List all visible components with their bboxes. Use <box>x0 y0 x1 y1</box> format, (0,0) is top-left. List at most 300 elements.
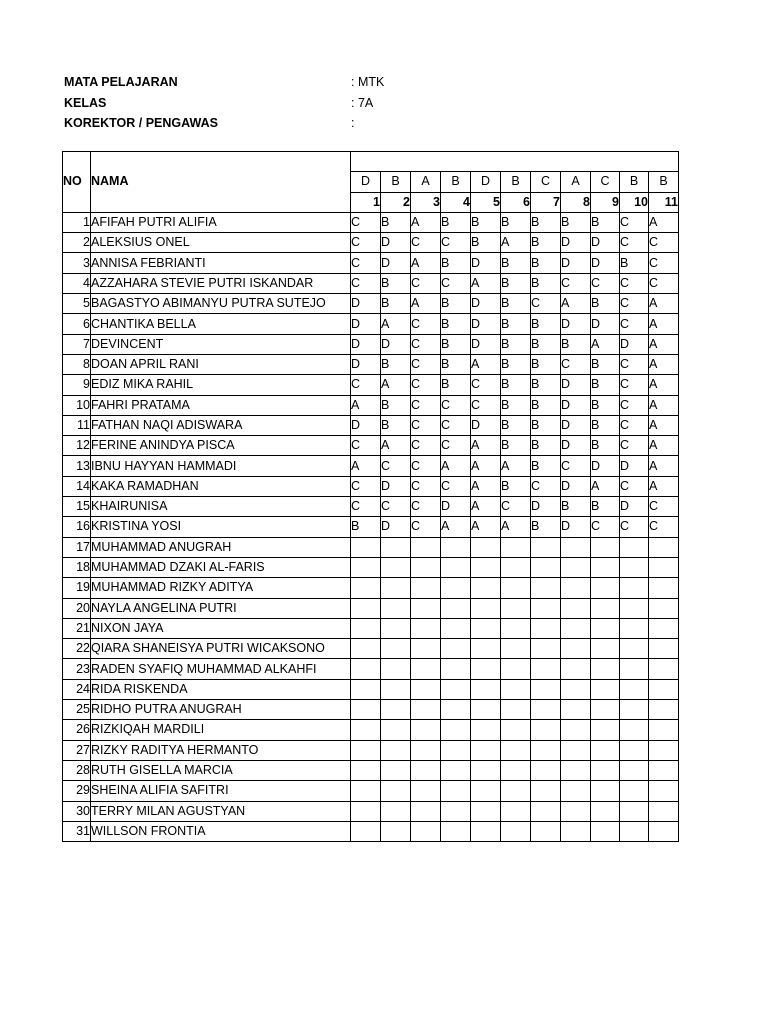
answer-cell[interactable] <box>561 700 591 720</box>
answer-cell[interactable]: D <box>591 233 620 253</box>
answer-cell[interactable]: B <box>531 314 561 334</box>
answer-cell[interactable]: B <box>620 253 649 273</box>
answer-cell[interactable] <box>531 801 561 821</box>
answer-cell[interactable]: A <box>649 334 679 354</box>
answer-cell[interactable]: D <box>620 334 649 354</box>
answer-cell[interactable]: C <box>411 497 441 517</box>
answer-cell[interactable] <box>531 679 561 699</box>
answer-cell[interactable] <box>561 720 591 740</box>
answer-cell[interactable]: C <box>381 456 411 476</box>
answer-cell[interactable]: D <box>441 497 471 517</box>
answer-cell[interactable] <box>591 557 620 577</box>
answer-cell[interactable]: A <box>649 212 679 232</box>
answer-cell[interactable] <box>411 760 441 780</box>
answer-cell[interactable] <box>649 578 679 598</box>
answer-cell[interactable]: B <box>501 314 531 334</box>
answer-cell[interactable]: C <box>411 273 441 293</box>
answer-cell[interactable] <box>381 659 411 679</box>
answer-cell[interactable] <box>591 821 620 841</box>
answer-cell[interactable] <box>531 700 561 720</box>
answer-cell[interactable]: A <box>471 354 501 374</box>
answer-cell[interactable]: C <box>351 233 381 253</box>
answer-cell[interactable] <box>591 537 620 557</box>
answer-cell[interactable] <box>649 659 679 679</box>
answer-cell[interactable] <box>351 618 381 638</box>
answer-cell[interactable]: C <box>351 212 381 232</box>
answer-cell[interactable]: C <box>441 395 471 415</box>
answer-cell[interactable] <box>620 760 649 780</box>
answer-cell[interactable] <box>351 659 381 679</box>
answer-cell[interactable] <box>471 720 501 740</box>
answer-cell[interactable] <box>441 801 471 821</box>
answer-cell[interactable] <box>381 537 411 557</box>
answer-cell[interactable] <box>561 801 591 821</box>
answer-cell[interactable] <box>531 659 561 679</box>
answer-cell[interactable] <box>411 700 441 720</box>
answer-cell[interactable]: D <box>561 436 591 456</box>
answer-cell[interactable] <box>471 679 501 699</box>
answer-cell[interactable] <box>620 537 649 557</box>
answer-cell[interactable] <box>351 537 381 557</box>
answer-cell[interactable] <box>561 781 591 801</box>
answer-cell[interactable]: D <box>561 314 591 334</box>
answer-cell[interactable]: B <box>381 212 411 232</box>
answer-cell[interactable] <box>591 720 620 740</box>
answer-cell[interactable] <box>501 578 531 598</box>
answer-cell[interactable] <box>411 598 441 618</box>
answer-cell[interactable]: D <box>381 517 411 537</box>
answer-cell[interactable] <box>620 740 649 760</box>
answer-cell[interactable]: C <box>620 436 649 456</box>
answer-cell[interactable] <box>531 557 561 577</box>
answer-cell[interactable] <box>620 801 649 821</box>
answer-cell[interactable]: C <box>561 354 591 374</box>
answer-cell[interactable]: C <box>411 476 441 496</box>
answer-cell[interactable]: C <box>441 436 471 456</box>
answer-cell[interactable] <box>649 740 679 760</box>
answer-cell[interactable]: D <box>561 233 591 253</box>
answer-cell[interactable] <box>381 598 411 618</box>
answer-cell[interactable]: B <box>441 314 471 334</box>
answer-cell[interactable]: B <box>591 294 620 314</box>
answer-cell[interactable]: D <box>351 314 381 334</box>
answer-cell[interactable]: B <box>501 476 531 496</box>
answer-cell[interactable]: B <box>501 436 531 456</box>
answer-cell[interactable] <box>441 557 471 577</box>
answer-cell[interactable] <box>351 720 381 740</box>
answer-cell[interactable]: C <box>620 233 649 253</box>
answer-cell[interactable] <box>381 760 411 780</box>
answer-cell[interactable] <box>561 537 591 557</box>
answer-cell[interactable]: B <box>381 415 411 435</box>
answer-cell[interactable] <box>649 700 679 720</box>
answer-cell[interactable] <box>411 720 441 740</box>
answer-cell[interactable] <box>441 659 471 679</box>
answer-cell[interactable]: D <box>561 253 591 273</box>
answer-cell[interactable] <box>591 598 620 618</box>
answer-cell[interactable] <box>591 639 620 659</box>
answer-cell[interactable]: A <box>351 456 381 476</box>
answer-cell[interactable]: B <box>531 233 561 253</box>
answer-cell[interactable]: B <box>591 497 620 517</box>
answer-cell[interactable]: B <box>531 456 561 476</box>
answer-cell[interactable]: C <box>411 354 441 374</box>
answer-cell[interactable]: C <box>411 314 441 334</box>
answer-cell[interactable] <box>620 639 649 659</box>
answer-cell[interactable] <box>381 781 411 801</box>
answer-cell[interactable]: A <box>501 233 531 253</box>
answer-cell[interactable] <box>591 679 620 699</box>
answer-cell[interactable]: A <box>441 456 471 476</box>
answer-cell[interactable] <box>620 720 649 740</box>
answer-cell[interactable] <box>591 760 620 780</box>
answer-cell[interactable] <box>381 720 411 740</box>
answer-cell[interactable] <box>531 760 561 780</box>
answer-cell[interactable]: C <box>441 415 471 435</box>
answer-cell[interactable] <box>441 740 471 760</box>
answer-cell[interactable]: A <box>561 294 591 314</box>
answer-cell[interactable] <box>471 639 501 659</box>
answer-cell[interactable]: C <box>411 375 441 395</box>
answer-cell[interactable] <box>649 760 679 780</box>
answer-cell[interactable] <box>441 679 471 699</box>
answer-cell[interactable]: B <box>501 253 531 273</box>
answer-cell[interactable] <box>531 618 561 638</box>
answer-cell[interactable]: C <box>620 395 649 415</box>
answer-cell[interactable] <box>561 679 591 699</box>
answer-cell[interactable] <box>591 740 620 760</box>
answer-cell[interactable]: A <box>649 314 679 334</box>
answer-cell[interactable]: B <box>531 212 561 232</box>
answer-cell[interactable] <box>561 557 591 577</box>
answer-cell[interactable] <box>561 578 591 598</box>
answer-cell[interactable] <box>471 618 501 638</box>
answer-cell[interactable]: C <box>411 395 441 415</box>
answer-cell[interactable] <box>381 618 411 638</box>
answer-cell[interactable]: A <box>501 456 531 476</box>
answer-cell[interactable] <box>351 639 381 659</box>
answer-cell[interactable]: A <box>471 273 501 293</box>
answer-cell[interactable]: D <box>381 334 411 354</box>
answer-cell[interactable]: A <box>591 334 620 354</box>
answer-cell[interactable]: C <box>441 476 471 496</box>
answer-cell[interactable]: B <box>351 517 381 537</box>
answer-cell[interactable]: B <box>531 415 561 435</box>
answer-cell[interactable] <box>441 700 471 720</box>
answer-cell[interactable]: C <box>649 233 679 253</box>
answer-cell[interactable] <box>381 679 411 699</box>
answer-cell[interactable] <box>561 598 591 618</box>
answer-cell[interactable]: C <box>620 375 649 395</box>
answer-cell[interactable] <box>501 781 531 801</box>
answer-cell[interactable] <box>620 578 649 598</box>
answer-cell[interactable]: D <box>471 314 501 334</box>
answer-cell[interactable] <box>531 598 561 618</box>
answer-cell[interactable] <box>471 821 501 841</box>
answer-cell[interactable] <box>649 781 679 801</box>
answer-cell[interactable]: C <box>441 273 471 293</box>
answer-cell[interactable]: C <box>591 273 620 293</box>
answer-cell[interactable]: A <box>351 395 381 415</box>
answer-cell[interactable] <box>620 659 649 679</box>
answer-cell[interactable]: A <box>381 314 411 334</box>
answer-cell[interactable]: D <box>471 415 501 435</box>
answer-cell[interactable] <box>649 801 679 821</box>
answer-cell[interactable]: A <box>471 456 501 476</box>
answer-cell[interactable] <box>381 578 411 598</box>
answer-cell[interactable]: D <box>381 253 411 273</box>
answer-cell[interactable]: C <box>351 375 381 395</box>
answer-cell[interactable]: B <box>501 212 531 232</box>
answer-cell[interactable] <box>351 679 381 699</box>
answer-cell[interactable]: C <box>381 497 411 517</box>
answer-cell[interactable] <box>561 821 591 841</box>
answer-cell[interactable]: B <box>471 233 501 253</box>
answer-cell[interactable] <box>351 700 381 720</box>
answer-cell[interactable]: D <box>561 476 591 496</box>
answer-cell[interactable] <box>441 618 471 638</box>
answer-cell[interactable] <box>441 537 471 557</box>
answer-cell[interactable]: B <box>501 395 531 415</box>
answer-cell[interactable] <box>620 679 649 699</box>
answer-cell[interactable]: D <box>381 476 411 496</box>
answer-cell[interactable] <box>591 700 620 720</box>
answer-cell[interactable]: B <box>591 395 620 415</box>
answer-cell[interactable]: A <box>649 395 679 415</box>
answer-cell[interactable] <box>531 740 561 760</box>
answer-cell[interactable]: A <box>471 497 501 517</box>
answer-cell[interactable]: B <box>441 212 471 232</box>
answer-cell[interactable] <box>441 781 471 801</box>
answer-cell[interactable]: C <box>471 395 501 415</box>
answer-cell[interactable] <box>411 557 441 577</box>
answer-cell[interactable]: B <box>441 294 471 314</box>
answer-cell[interactable] <box>501 557 531 577</box>
answer-cell[interactable] <box>351 578 381 598</box>
answer-cell[interactable]: C <box>441 233 471 253</box>
answer-cell[interactable] <box>351 821 381 841</box>
answer-cell[interactable]: B <box>501 415 531 435</box>
answer-cell[interactable]: D <box>591 253 620 273</box>
answer-cell[interactable] <box>561 618 591 638</box>
answer-cell[interactable]: A <box>411 212 441 232</box>
answer-cell[interactable] <box>591 578 620 598</box>
answer-cell[interactable]: C <box>620 476 649 496</box>
answer-cell[interactable]: A <box>441 517 471 537</box>
answer-cell[interactable]: B <box>561 212 591 232</box>
answer-cell[interactable] <box>591 801 620 821</box>
answer-cell[interactable]: B <box>381 395 411 415</box>
answer-cell[interactable] <box>441 720 471 740</box>
answer-cell[interactable]: C <box>351 476 381 496</box>
answer-cell[interactable] <box>381 639 411 659</box>
answer-cell[interactable]: D <box>531 497 561 517</box>
answer-cell[interactable] <box>501 679 531 699</box>
answer-cell[interactable]: C <box>561 273 591 293</box>
answer-cell[interactable] <box>620 821 649 841</box>
answer-cell[interactable] <box>411 659 441 679</box>
answer-cell[interactable] <box>561 760 591 780</box>
answer-cell[interactable] <box>620 557 649 577</box>
answer-cell[interactable]: B <box>591 415 620 435</box>
answer-cell[interactable]: C <box>620 212 649 232</box>
answer-cell[interactable]: C <box>649 273 679 293</box>
answer-cell[interactable]: A <box>381 436 411 456</box>
answer-cell[interactable] <box>411 679 441 699</box>
answer-cell[interactable]: C <box>620 294 649 314</box>
answer-cell[interactable]: D <box>471 334 501 354</box>
answer-cell[interactable] <box>441 821 471 841</box>
answer-cell[interactable] <box>351 781 381 801</box>
answer-cell[interactable] <box>441 639 471 659</box>
answer-cell[interactable] <box>441 760 471 780</box>
answer-cell[interactable]: B <box>441 334 471 354</box>
answer-cell[interactable] <box>620 598 649 618</box>
answer-cell[interactable] <box>471 557 501 577</box>
answer-cell[interactable] <box>351 740 381 760</box>
answer-cell[interactable] <box>561 639 591 659</box>
answer-cell[interactable]: B <box>561 497 591 517</box>
answer-cell[interactable] <box>649 720 679 740</box>
answer-cell[interactable]: C <box>351 497 381 517</box>
answer-cell[interactable]: B <box>501 354 531 374</box>
answer-cell[interactable]: B <box>531 395 561 415</box>
answer-cell[interactable] <box>501 801 531 821</box>
answer-cell[interactable]: B <box>441 354 471 374</box>
answer-cell[interactable]: A <box>381 375 411 395</box>
answer-cell[interactable]: B <box>501 375 531 395</box>
answer-cell[interactable] <box>411 821 441 841</box>
answer-cell[interactable] <box>531 578 561 598</box>
answer-cell[interactable]: C <box>471 375 501 395</box>
answer-cell[interactable] <box>501 700 531 720</box>
answer-cell[interactable] <box>531 537 561 557</box>
answer-cell[interactable]: C <box>411 456 441 476</box>
answer-cell[interactable] <box>531 821 561 841</box>
answer-cell[interactable] <box>531 781 561 801</box>
answer-cell[interactable] <box>381 801 411 821</box>
answer-cell[interactable]: A <box>649 415 679 435</box>
answer-cell[interactable] <box>351 801 381 821</box>
answer-cell[interactable]: B <box>561 334 591 354</box>
answer-cell[interactable]: B <box>501 273 531 293</box>
answer-cell[interactable] <box>501 618 531 638</box>
answer-cell[interactable] <box>531 639 561 659</box>
answer-cell[interactable]: D <box>351 415 381 435</box>
answer-cell[interactable] <box>531 720 561 740</box>
answer-cell[interactable] <box>381 700 411 720</box>
answer-cell[interactable]: B <box>531 253 561 273</box>
answer-cell[interactable] <box>351 760 381 780</box>
answer-cell[interactable] <box>411 537 441 557</box>
answer-cell[interactable]: C <box>411 334 441 354</box>
answer-cell[interactable]: B <box>531 436 561 456</box>
answer-cell[interactable]: C <box>411 436 441 456</box>
answer-cell[interactable]: D <box>561 415 591 435</box>
answer-cell[interactable] <box>471 801 501 821</box>
answer-cell[interactable] <box>441 578 471 598</box>
answer-cell[interactable]: A <box>649 294 679 314</box>
answer-cell[interactable]: B <box>531 334 561 354</box>
answer-cell[interactable] <box>649 639 679 659</box>
answer-cell[interactable]: D <box>471 294 501 314</box>
answer-cell[interactable]: B <box>381 273 411 293</box>
answer-cell[interactable]: C <box>649 517 679 537</box>
answer-cell[interactable]: C <box>649 497 679 517</box>
answer-cell[interactable] <box>381 821 411 841</box>
answer-cell[interactable] <box>471 659 501 679</box>
answer-cell[interactable] <box>411 781 441 801</box>
answer-cell[interactable] <box>649 618 679 638</box>
answer-cell[interactable] <box>381 557 411 577</box>
answer-cell[interactable]: A <box>411 253 441 273</box>
answer-cell[interactable]: A <box>471 517 501 537</box>
answer-cell[interactable]: D <box>351 334 381 354</box>
answer-cell[interactable]: D <box>351 354 381 374</box>
answer-cell[interactable] <box>561 659 591 679</box>
answer-cell[interactable]: B <box>381 294 411 314</box>
answer-cell[interactable]: A <box>649 476 679 496</box>
answer-cell[interactable] <box>441 598 471 618</box>
answer-cell[interactable]: D <box>561 395 591 415</box>
answer-cell[interactable]: D <box>620 456 649 476</box>
answer-cell[interactable]: C <box>351 253 381 273</box>
answer-cell[interactable]: C <box>531 476 561 496</box>
answer-cell[interactable] <box>620 700 649 720</box>
answer-cell[interactable] <box>501 760 531 780</box>
answer-cell[interactable]: A <box>471 436 501 456</box>
answer-cell[interactable] <box>501 740 531 760</box>
answer-cell[interactable] <box>591 781 620 801</box>
answer-cell[interactable]: C <box>411 233 441 253</box>
answer-cell[interactable] <box>411 578 441 598</box>
answer-cell[interactable]: C <box>591 517 620 537</box>
answer-cell[interactable]: B <box>501 334 531 354</box>
answer-cell[interactable] <box>471 598 501 618</box>
answer-cell[interactable]: C <box>649 253 679 273</box>
answer-cell[interactable]: B <box>531 375 561 395</box>
answer-cell[interactable] <box>471 700 501 720</box>
answer-cell[interactable]: B <box>381 354 411 374</box>
answer-cell[interactable]: B <box>441 375 471 395</box>
answer-cell[interactable]: B <box>501 294 531 314</box>
answer-cell[interactable]: A <box>649 456 679 476</box>
answer-cell[interactable] <box>471 578 501 598</box>
answer-cell[interactable]: D <box>351 294 381 314</box>
answer-cell[interactable] <box>501 537 531 557</box>
answer-cell[interactable]: C <box>411 517 441 537</box>
answer-cell[interactable] <box>411 740 441 760</box>
answer-cell[interactable] <box>649 821 679 841</box>
answer-cell[interactable]: B <box>531 517 561 537</box>
answer-cell[interactable]: B <box>591 212 620 232</box>
answer-cell[interactable] <box>471 740 501 760</box>
answer-cell[interactable] <box>501 720 531 740</box>
answer-cell[interactable]: C <box>620 354 649 374</box>
answer-cell[interactable]: A <box>501 517 531 537</box>
answer-cell[interactable]: C <box>620 415 649 435</box>
answer-cell[interactable]: D <box>561 517 591 537</box>
answer-cell[interactable]: B <box>441 253 471 273</box>
answer-cell[interactable] <box>411 801 441 821</box>
answer-cell[interactable]: D <box>620 497 649 517</box>
answer-cell[interactable]: D <box>561 375 591 395</box>
answer-cell[interactable]: D <box>591 314 620 334</box>
answer-cell[interactable] <box>501 598 531 618</box>
answer-cell[interactable]: C <box>351 273 381 293</box>
answer-cell[interactable]: A <box>649 354 679 374</box>
answer-cell[interactable]: A <box>591 476 620 496</box>
